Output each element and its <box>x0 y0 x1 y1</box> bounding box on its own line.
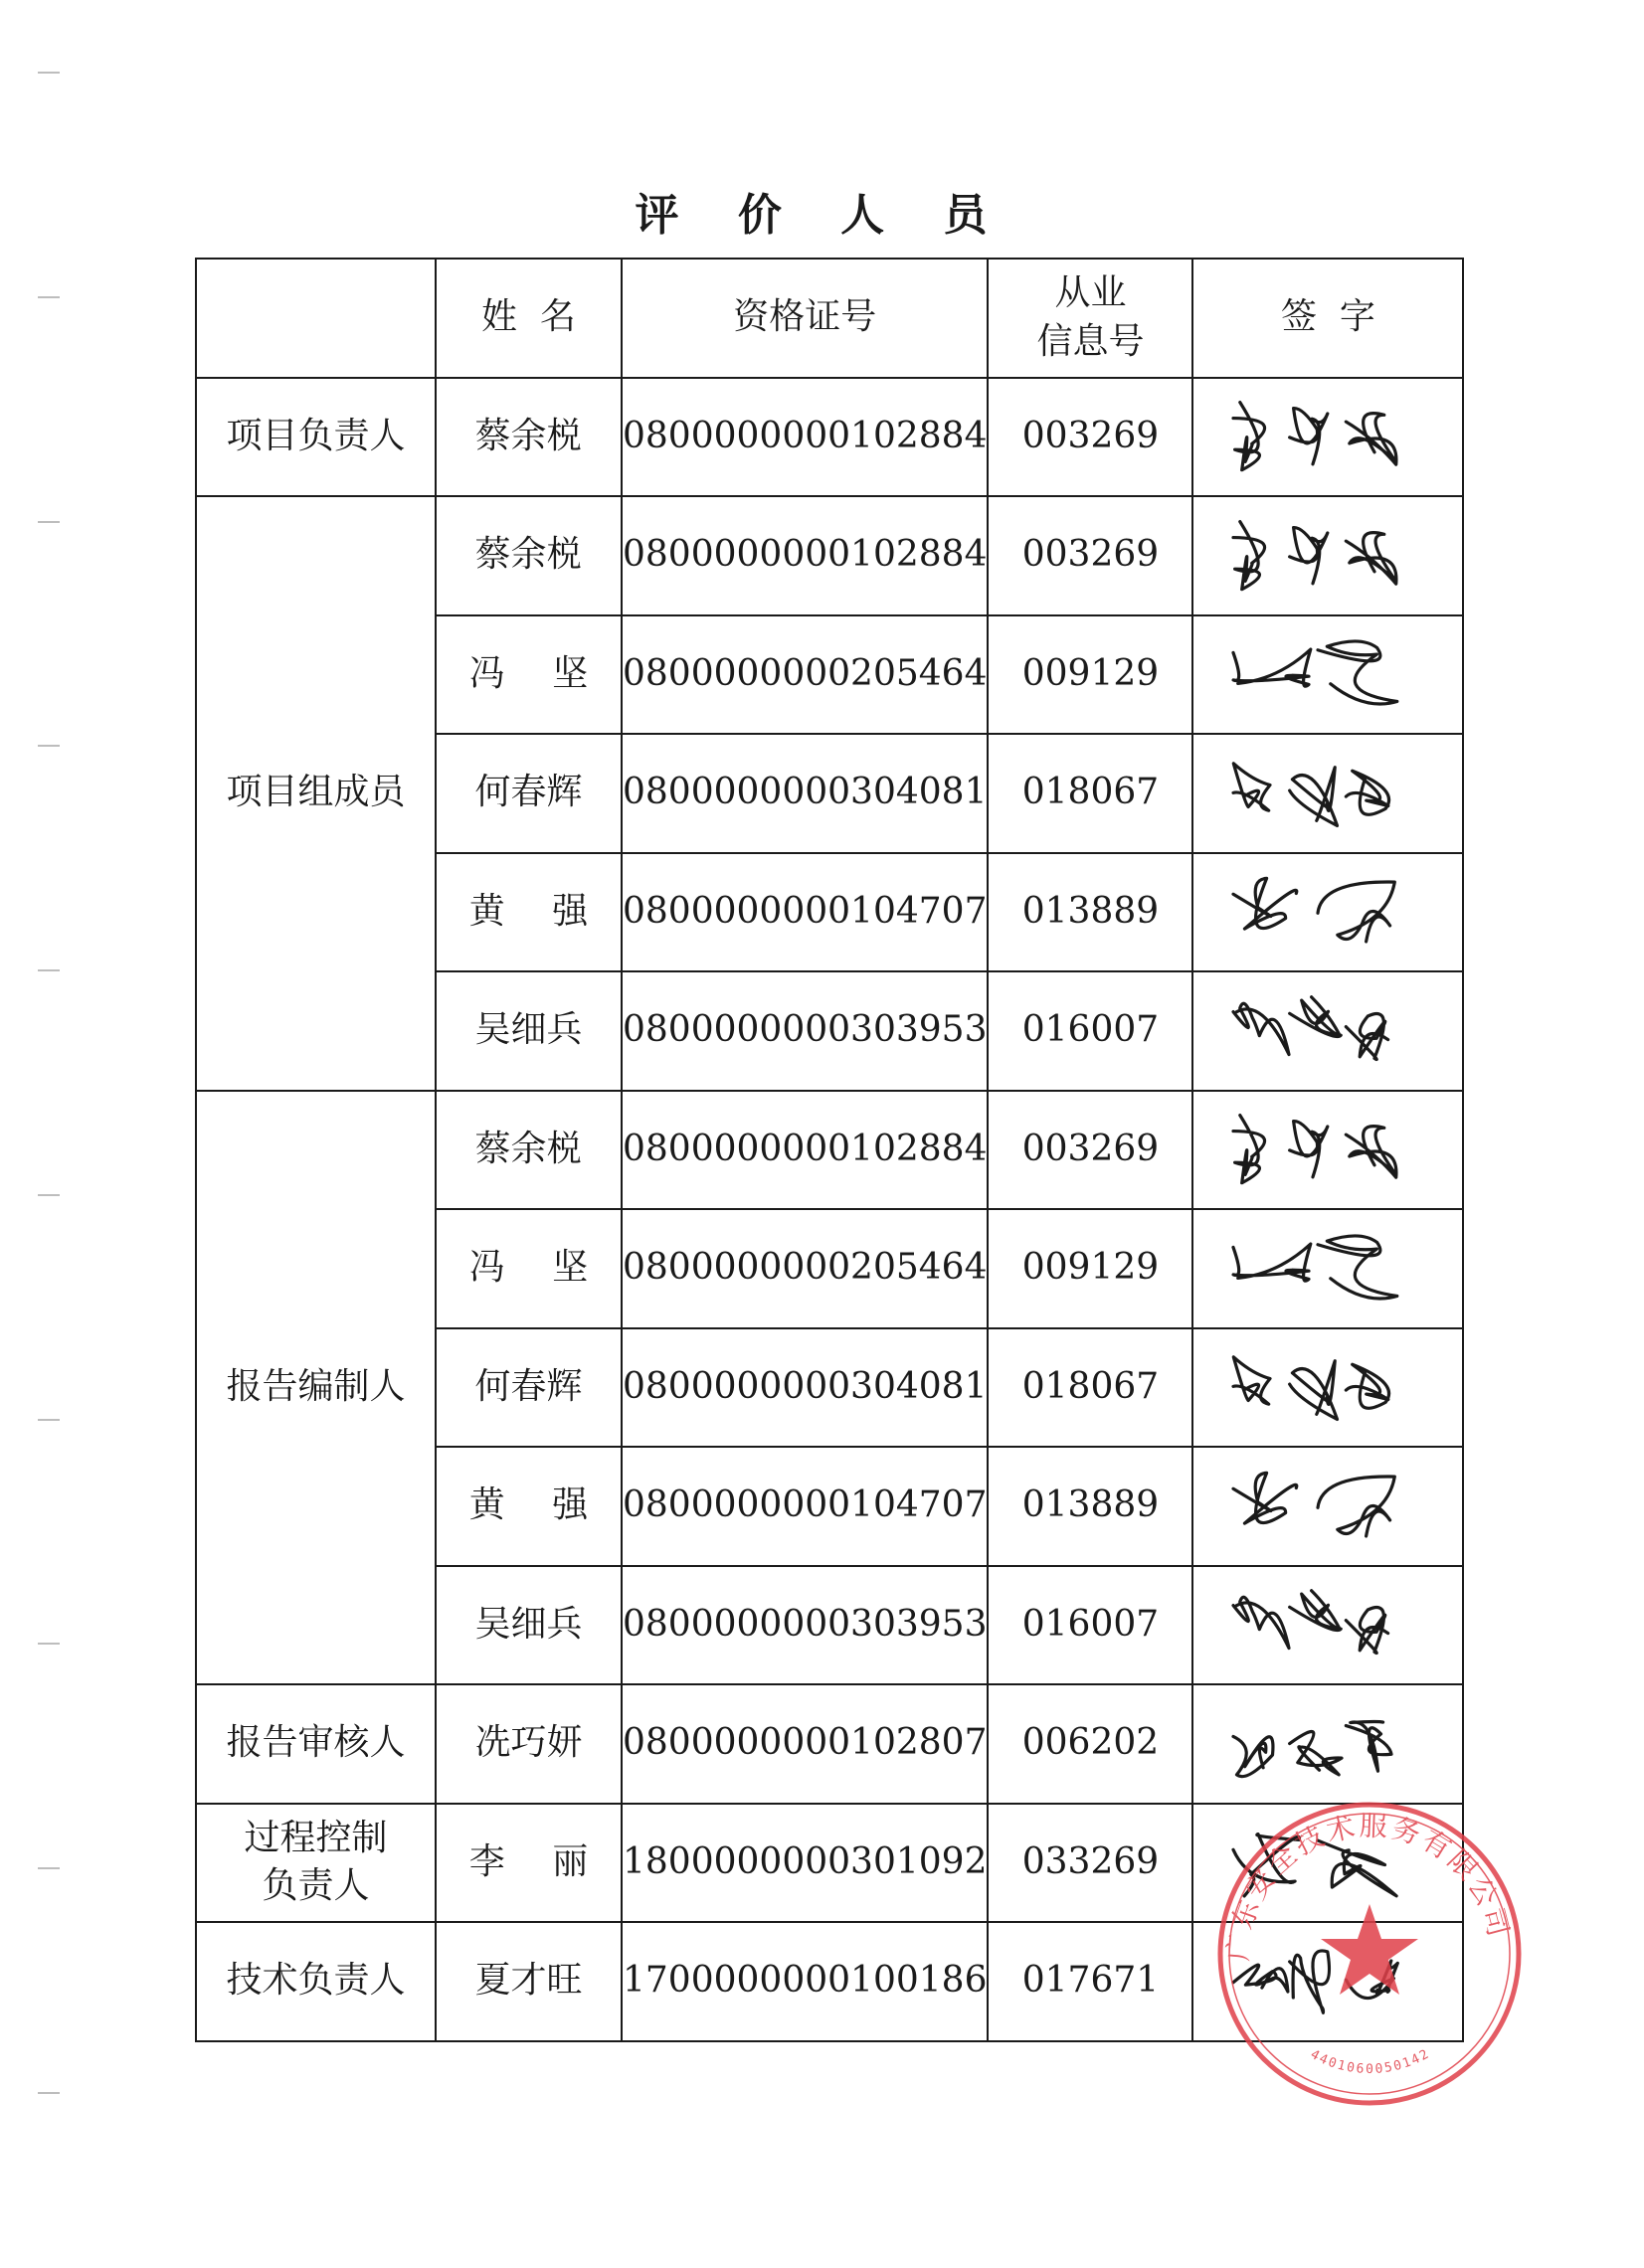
signature-stroke <box>1347 1721 1392 1771</box>
signature-stroke <box>1233 1003 1289 1054</box>
name-cell: 吴细兵 <box>436 971 622 1091</box>
info-no-cell: 003269 <box>988 496 1192 615</box>
staff-table <box>195 258 1464 2042</box>
signature-stroke <box>1233 1116 1265 1183</box>
signature-scribble <box>1208 1808 1447 1917</box>
header-info-no <box>988 259 1192 378</box>
margin-tick <box>38 1419 60 1421</box>
table-row <box>196 1804 1463 1923</box>
certificate-no-cell: 0800000000102807 <box>622 1684 988 1804</box>
signature-stroke <box>1290 1361 1338 1420</box>
name-cell: 吴细兵 <box>436 1566 622 1685</box>
signature-stroke <box>1233 649 1311 686</box>
name-cell: 何春辉 <box>436 1328 622 1448</box>
name-cell: 黄 强 <box>436 1447 622 1566</box>
table-row <box>196 1922 1463 2041</box>
role-label-line: 报告编制人 <box>226 1365 406 1407</box>
signature-stroke <box>1233 1965 1288 1992</box>
signature-cell <box>1192 1684 1463 1804</box>
certificate-no-cell: 0800000000102884 <box>622 496 988 615</box>
signature-stroke <box>1290 1731 1342 1774</box>
role-label-line: 负责人 <box>262 1865 370 1907</box>
signature-stroke <box>1290 1951 1330 2012</box>
seal-text: 广东安全技术服务有限公司 <box>1221 1809 1517 1963</box>
header-info-no-line2: 信息号 <box>1036 320 1145 362</box>
signature-stroke <box>1318 1840 1396 1896</box>
margin-tick <box>38 521 60 523</box>
certificate-no-cell: 0800000000102884 <box>622 1091 988 1210</box>
signature-stroke <box>1233 1598 1289 1649</box>
signature-cell <box>1192 971 1463 1091</box>
info-no-cell: 003269 <box>988 1091 1192 1210</box>
name-cell: 蔡余棁 <box>436 496 622 615</box>
signature-scribble <box>1208 1214 1447 1323</box>
signature-scribble <box>1208 1570 1447 1679</box>
certificate-no-cell: 1700000000100186 <box>622 1922 988 2041</box>
certificate-no-cell: 0800000000303953 <box>622 1566 988 1685</box>
role-label-line: 项目负责人 <box>226 415 406 456</box>
name-cell: 黄 强 <box>436 853 622 972</box>
info-no-cell: 013889 <box>988 853 1192 972</box>
name-cell: 何春辉 <box>436 734 622 853</box>
signature-scribble <box>1208 1095 1447 1204</box>
role-label-line: 过程控制 <box>244 1817 388 1858</box>
signature-stroke <box>1290 1591 1342 1631</box>
role-label-line: 技术负责人 <box>226 1960 406 2002</box>
signature-scribble <box>1208 1452 1447 1561</box>
certificate-no-cell: 0800000000205464 <box>622 615 988 735</box>
role-cell <box>196 1091 436 1685</box>
signature-cell <box>1192 1209 1463 1328</box>
info-no-cell: 018067 <box>988 734 1192 853</box>
signature-stroke <box>1233 1473 1297 1523</box>
header-row <box>196 259 1463 378</box>
signature-scribble <box>1208 1927 1447 2036</box>
certificate-no-cell: 1800000000301092 <box>622 1804 988 1923</box>
signature-stroke <box>1347 1127 1397 1178</box>
role-label-line: 报告审核人 <box>226 1722 406 1764</box>
name-cell: 蔡余棁 <box>436 378 622 497</box>
name-cell: 李 丽 <box>436 1804 622 1923</box>
info-no-cell: 033269 <box>988 1804 1192 1923</box>
signature-scribble <box>1208 501 1447 611</box>
info-no-cell: 003269 <box>988 378 1192 497</box>
margin-tick <box>38 1643 60 1645</box>
signature-cell <box>1192 1447 1463 1566</box>
signature-scribble <box>1208 739 1447 848</box>
certificate-no-cell: 0800000000104707 <box>622 1447 988 1566</box>
header-role-cell <box>196 259 436 378</box>
signature-cell <box>1192 853 1463 972</box>
signature-stroke <box>1233 403 1265 470</box>
signature-scribble <box>1208 619 1447 729</box>
margin-tick <box>38 1194 60 1196</box>
signature-stroke <box>1318 1477 1394 1536</box>
signature-cell <box>1192 496 1463 615</box>
name-cell: 冯 坚 <box>436 615 622 735</box>
signature-stroke <box>1347 532 1397 584</box>
signature-stroke <box>1318 1236 1397 1299</box>
margin-tick <box>38 296 60 298</box>
signature-stroke <box>1347 1365 1389 1409</box>
signature-cell <box>1192 378 1463 497</box>
signature-cell <box>1192 1804 1463 1923</box>
signature-stroke <box>1347 771 1389 814</box>
role-cell <box>196 1804 436 1923</box>
margin-tick <box>38 745 60 747</box>
info-no-cell: 006202 <box>988 1684 1192 1804</box>
seal-number: 4401060050142 <box>1308 2046 1433 2078</box>
info-no-cell: 018067 <box>988 1328 1192 1448</box>
name-cell: 蔡余棁 <box>436 1091 622 1210</box>
header-name: 姓 名 <box>436 259 622 378</box>
table-row <box>196 378 1463 497</box>
signature-stroke <box>1233 1244 1311 1281</box>
table-row <box>196 1684 1463 1804</box>
signature-stroke <box>1318 641 1397 704</box>
signature-stroke <box>1347 1961 1398 1999</box>
info-no-cell: 013889 <box>988 1447 1192 1566</box>
role-label-line: 项目组成员 <box>226 772 406 813</box>
role-cell <box>196 1684 436 1804</box>
signature-stroke <box>1290 409 1328 464</box>
signature-stroke <box>1347 1013 1388 1059</box>
signature-stroke <box>1347 414 1397 465</box>
signature-stroke <box>1290 996 1342 1036</box>
header-certificate: 资格证号 <box>622 259 988 378</box>
signature-stroke <box>1347 1608 1388 1654</box>
signature-scribble <box>1208 857 1447 966</box>
signature-stroke <box>1233 879 1297 930</box>
signature-stroke <box>1233 764 1270 810</box>
info-no-cell: 016007 <box>988 971 1192 1091</box>
info-no-cell: 016007 <box>988 1566 1192 1685</box>
margin-tick <box>38 969 60 971</box>
signature-cell <box>1192 1091 1463 1210</box>
signature-stroke <box>1290 1122 1328 1177</box>
role-cell <box>196 1922 436 2041</box>
margin-tick <box>38 2092 60 2094</box>
signature-stroke <box>1233 1834 1300 1896</box>
name-cell: 冯 坚 <box>436 1209 622 1328</box>
table-row <box>196 496 1463 615</box>
signature-stroke <box>1233 1357 1270 1404</box>
signature-scribble <box>1208 382 1447 491</box>
header-info-no-line1: 从业 <box>1054 272 1127 314</box>
signature-stroke <box>1290 527 1328 583</box>
signature-stroke <box>1233 1736 1273 1776</box>
info-no-cell: 009129 <box>988 1209 1192 1328</box>
signature-scribble <box>1208 1689 1447 1799</box>
role-cell <box>196 378 436 497</box>
signature-scribble <box>1208 1332 1447 1442</box>
info-no-cell: 017671 <box>988 1922 1192 2041</box>
info-no-cell: 009129 <box>988 615 1192 735</box>
signature-cell <box>1192 615 1463 735</box>
certificate-no-cell: 0800000000303953 <box>622 971 988 1091</box>
certificate-no-cell: 0800000000205464 <box>622 1209 988 1328</box>
certificate-no-cell: 0800000000102884 <box>622 378 988 497</box>
signature-stroke <box>1318 882 1394 942</box>
signature-stroke <box>1290 767 1338 825</box>
name-cell: 冼巧妍 <box>436 1684 622 1804</box>
table-row <box>196 1091 1463 1210</box>
signature-cell <box>1192 1566 1463 1685</box>
certificate-no-cell: 0800000000304081 <box>622 734 988 853</box>
role-cell <box>196 496 436 1091</box>
signature-cell <box>1192 734 1463 853</box>
signature-cell <box>1192 1922 1463 2041</box>
certificate-no-cell: 0800000000104707 <box>622 853 988 972</box>
certificate-no-cell: 0800000000304081 <box>622 1328 988 1448</box>
signature-scribble <box>1208 976 1447 1086</box>
margin-tick <box>38 1867 60 1869</box>
name-cell: 夏才旺 <box>436 1922 622 2041</box>
page-title: 评 价 人 员 <box>635 190 1009 241</box>
header-signature: 签 字 <box>1192 259 1463 378</box>
margin-tick <box>38 72 60 74</box>
signature-cell <box>1192 1328 1463 1448</box>
signature-stroke <box>1233 521 1265 589</box>
